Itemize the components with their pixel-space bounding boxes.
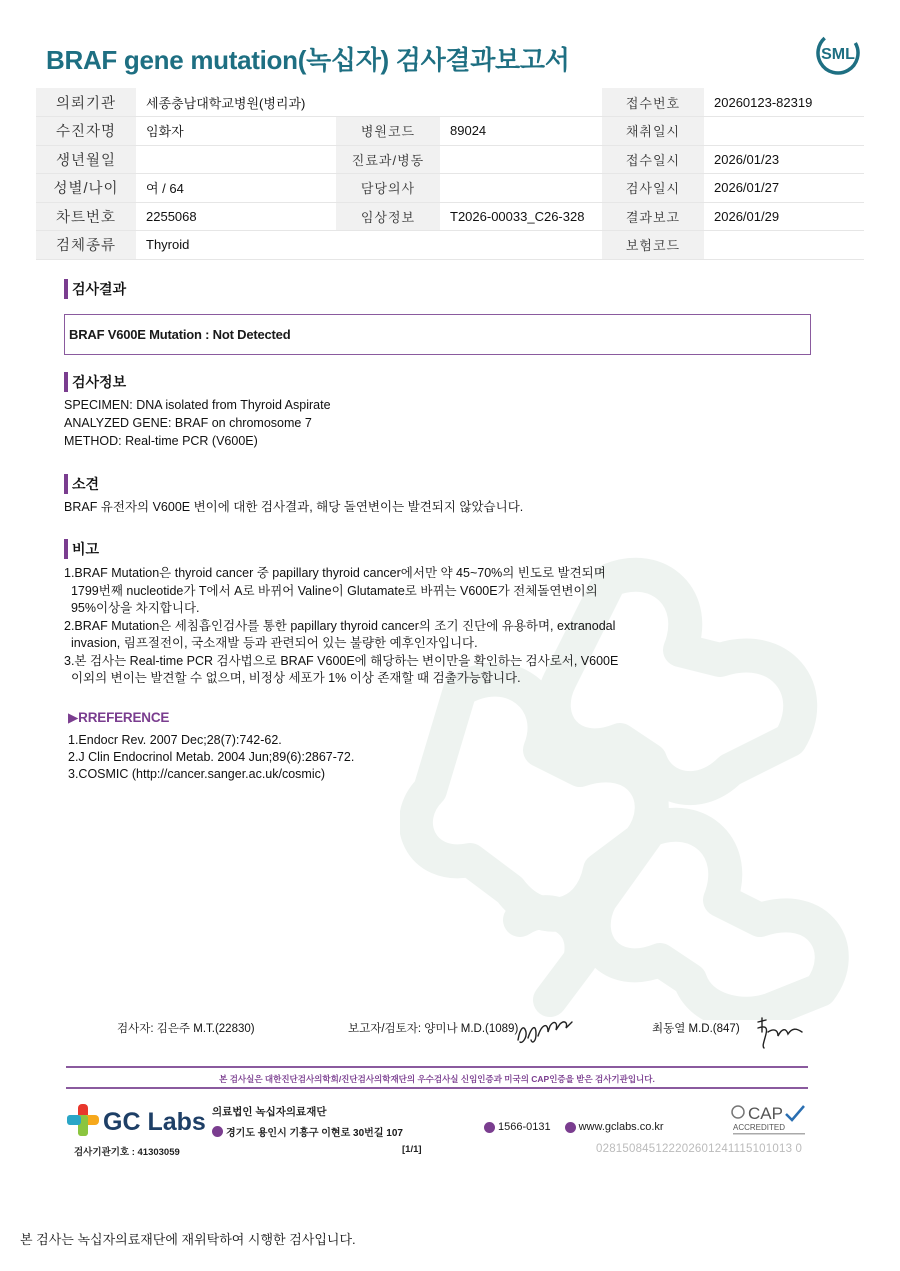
info-value: 세종충남대학교병원(병리과) [136, 88, 336, 117]
info-row [36, 88, 864, 117]
info-label: 검사일시 [602, 174, 704, 203]
sml-logo [812, 30, 864, 76]
page-title: BRAF gene mutation(녹십자) 검사결과보고서 [46, 45, 570, 75]
text-line: METHOD: Real-time PCR (V600E) [64, 434, 258, 448]
info-value [704, 117, 864, 146]
info-label: 채취일시 [602, 117, 704, 146]
info-value: 임화자 [136, 117, 336, 146]
text-line: invasion, 림프절전이, 국소재발 등과 관련되어 있는 불량한 예후인자입니다. [64, 636, 478, 650]
info-value: T2026-00033_C26-328 [440, 202, 602, 231]
text-line: SPECIMEN: DNA isolated from Thyroid Aspirate [64, 398, 331, 412]
info-label: 차트번호 [36, 202, 136, 231]
test-info-section [64, 371, 331, 450]
info-value: 2255068 [136, 202, 336, 231]
institution-code: 검사기관기호 : 41303059 [74, 1147, 180, 1158]
info-label: 결과보고 [602, 202, 704, 231]
text-line: 3.본 검사는 Real-time PCR 검사법으로 BRAF V600E에 해당하는 변이만을 확인하는 검사로서, V600E [64, 653, 619, 668]
foundation-address: 경기도 용인시 기흥구 이현로 30번길 107 [226, 1128, 403, 1139]
reference-section [68, 710, 354, 783]
info-label: 담당의사 [336, 174, 440, 203]
test-info-heading: 검사정보 [72, 374, 127, 390]
reference-lines [68, 732, 354, 783]
cap-logo-text: CAP [748, 1104, 783, 1123]
info-label [336, 231, 440, 260]
text-line: 1.BRAF Mutation은 thyroid cancer 중 papillary thyroid cancer에서만 약 45~70%의 빈도로 발견되며 [64, 566, 606, 580]
reviewer-signature-image [514, 1014, 576, 1048]
opinion-section [64, 473, 523, 516]
opinion-heading: 소견 [72, 476, 100, 492]
result-box: BRAF V600E Mutation : Not Detected [64, 314, 811, 355]
cap-accredited-text: ACCREDITED [733, 1123, 786, 1132]
info-label: 보험코드 [602, 231, 704, 260]
text-line: 1799번째 nucleotide가 T에서 A로 바뀌어 Valine이 Glutamate로 바뀌는 V600E가 전체돌연변이의 [64, 583, 598, 598]
info-label: 접수번호 [602, 88, 704, 117]
info-row [36, 117, 864, 146]
info-row [36, 145, 864, 174]
info-row [36, 174, 864, 203]
info-label: 의뢰기관 [36, 88, 136, 117]
info-label: 성별/나이 [36, 174, 136, 203]
footer-divider-bottom [66, 1087, 808, 1089]
text-line: 1.Endocr Rev. 2007 Dec;28(7):742-62. [68, 733, 282, 747]
info-value: 20260123-82319 [704, 88, 864, 117]
section-bar [64, 372, 68, 392]
gc-labs-brand-text: GC Labs [103, 1108, 206, 1136]
foundation-name: 의료법인 녹십자의료재단 [212, 1106, 327, 1118]
info-label: 검체종류 [36, 231, 136, 260]
info-row [36, 231, 864, 260]
location-icon [212, 1126, 223, 1137]
text-line: 95%이상을 차지합니다. [64, 601, 200, 615]
page-number: [1/1] [402, 1144, 422, 1155]
text-line: 이외의 변이는 발견할 수 없으며, 비정상 세포가 1% 이상 존재할 때 검출가능합니다. [64, 671, 521, 685]
info-value [440, 88, 602, 117]
remarks-heading: 비고 [72, 541, 100, 557]
info-label [336, 88, 440, 117]
info-row [36, 202, 864, 231]
info-label: 임상정보 [336, 202, 440, 231]
contact-info [484, 1121, 664, 1133]
foundation-info [212, 1104, 403, 1139]
remarks-lines [64, 565, 618, 688]
section-bar [64, 279, 68, 299]
footer-divider-top [66, 1066, 808, 1068]
cap-accredited-logo [730, 1102, 810, 1138]
info-value [440, 231, 602, 260]
info-value: 89024 [440, 117, 602, 146]
result-heading: 검사결과 [72, 281, 127, 297]
info-value: 여 / 64 [136, 174, 336, 203]
home-icon [565, 1122, 576, 1133]
info-label: 진료과/병동 [336, 145, 440, 174]
info-value [136, 145, 336, 174]
info-value: Thyroid [136, 231, 336, 260]
info-value [440, 145, 602, 174]
info-value [704, 231, 864, 260]
info-value: 2026/01/27 [704, 174, 864, 203]
remarks-section [64, 538, 618, 688]
info-label: 생년월일 [36, 145, 136, 174]
phone-number: 1566-0131 [498, 1121, 551, 1133]
text-line: 2.J Clin Endocrinol Metab. 2004 Jun;89(6):2867-72. [68, 750, 355, 764]
website-link[interactable]: www.gclabs.co.kr [578, 1121, 664, 1133]
info-label: 접수일시 [602, 145, 704, 174]
reference-heading: ▶RREFERENCE [68, 710, 170, 725]
doctor-signature-label: 최동열 M.D.(847) [652, 1023, 740, 1035]
certification-text: 본 검사실은 대한진단검사의학회/진단검사의학재단의 우수검사실 신임인증과 미국의 CAP인증을 받은 검사기관입니다. [219, 1074, 655, 1084]
info-label: 병원코드 [336, 117, 440, 146]
result-section [64, 278, 126, 300]
phone-icon [484, 1122, 495, 1133]
info-label: 수진자명 [36, 117, 136, 146]
text-line: 2.BRAF Mutation은 세침흡인검사를 통한 papillary thyroid cancer의 조기 진단에 유용하며, extranodal [64, 618, 616, 633]
sml-logo-text: SML [821, 46, 855, 63]
tester-signature-label: 검사자: 김은주 M.T.(22830) [117, 1023, 255, 1035]
section-bar [64, 474, 68, 494]
gc-labs-logo [65, 1100, 210, 1140]
test-info-lines [64, 396, 331, 450]
doctor-signature-image [752, 1014, 804, 1050]
opinion-text: BRAF 유전자의 V600E 변이에 대한 검사결과, 해당 돌연변이는 발견되지 않았습니다. [64, 500, 524, 514]
info-value [440, 174, 602, 203]
text-line: ANALYZED GENE: BRAF on chromosome 7 [64, 416, 312, 430]
barcode-number: 028150845122202601241115101013 0 [596, 1143, 803, 1155]
section-bar [64, 539, 68, 559]
text-line: 3.COSMIC (http://cancer.sanger.ac.uk/cosmic) [68, 767, 326, 781]
reviewer-signature-label: 보고자/검토자: 양미나 M.D.(1089) [348, 1023, 519, 1035]
info-value: 2026/01/29 [704, 202, 864, 231]
info-value: 2026/01/23 [704, 145, 864, 174]
patient-info-table [36, 88, 864, 260]
bottom-note: 본 검사는 녹십자의료재단에 재위탁하여 시행한 검사입니다. [20, 1232, 356, 1247]
